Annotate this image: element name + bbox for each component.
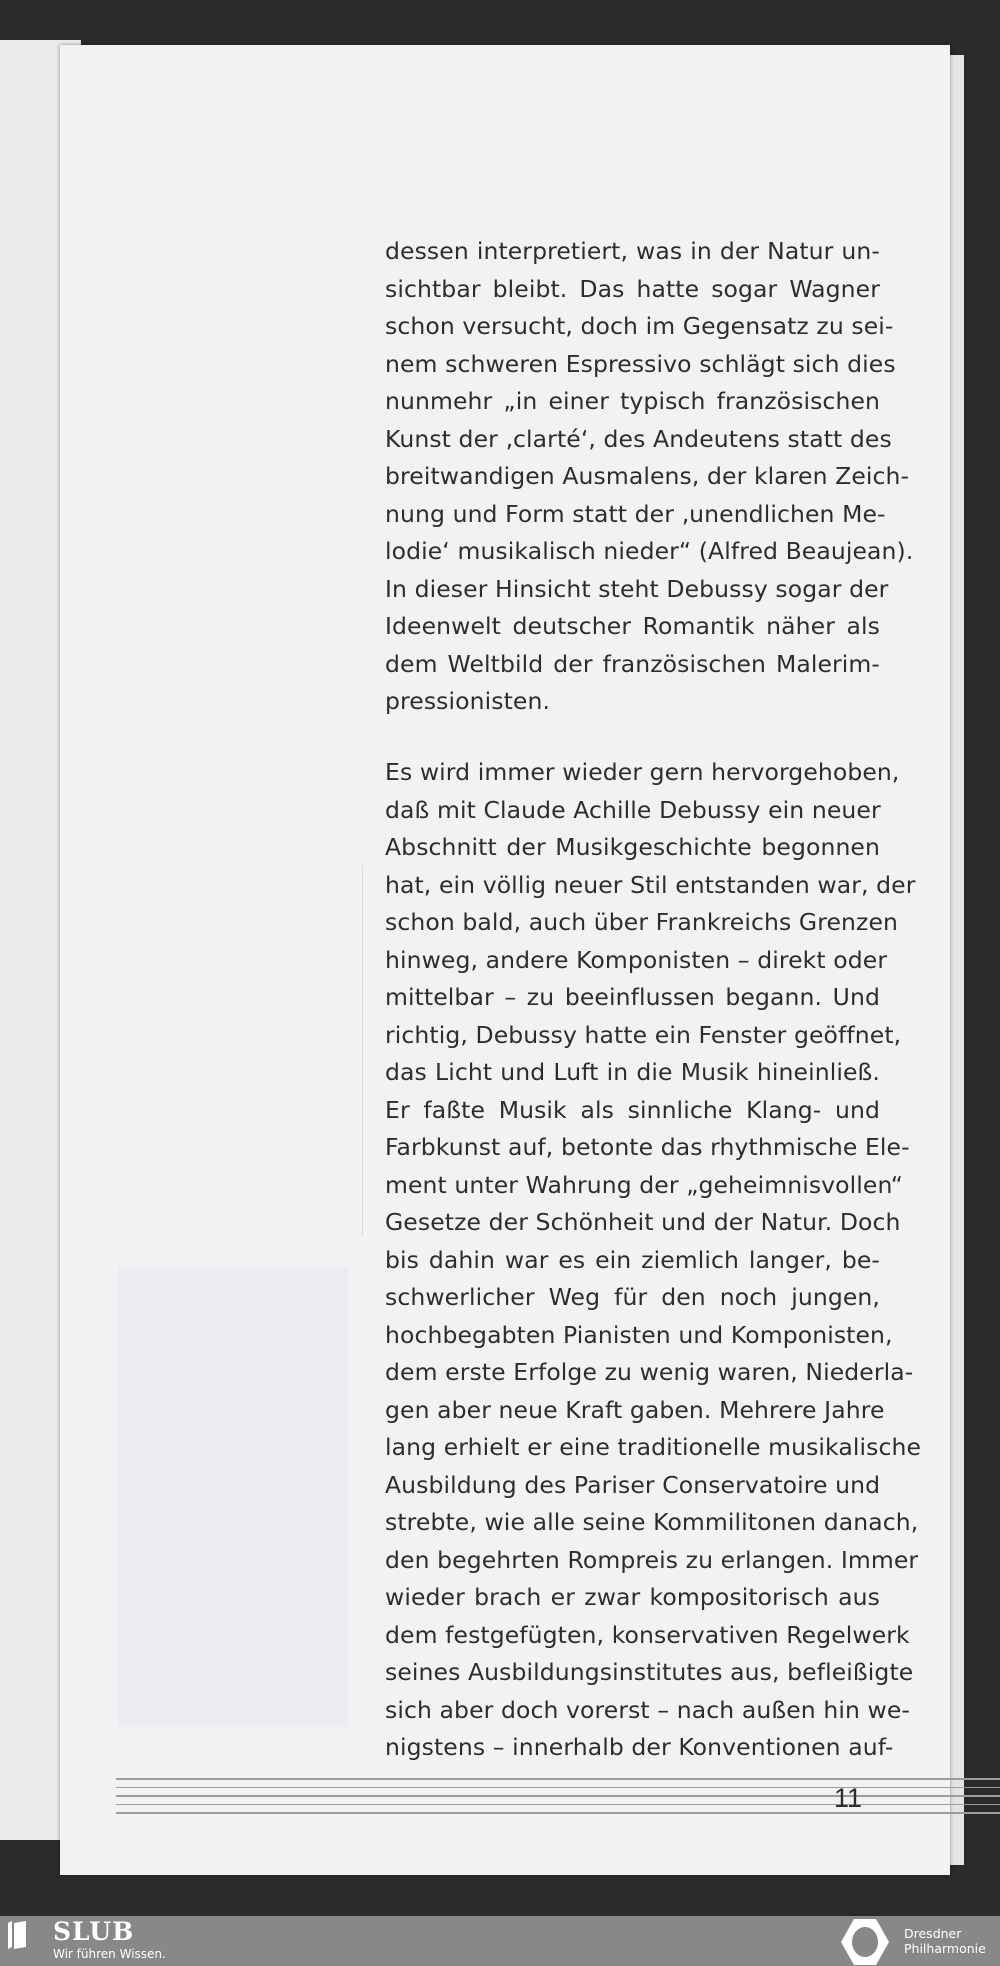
text-line: hochbegabten Pianisten und Komponisten,	[385, 1320, 893, 1349]
text-line: Es wird immer wieder gern hervorgehoben,	[385, 758, 900, 786]
text-line: hat, ein völlig neuer Stil entstanden war, der	[385, 870, 916, 899]
text-line: In dieser Hinsicht steht Debussy sogar der	[385, 574, 889, 603]
text-line: sich aber doch vorerst – nach außen hin we-	[385, 1695, 910, 1724]
text-line: breitwandigen Ausmalens, der klaren Zeich-	[385, 462, 910, 490]
slub-logo-title: SLUB	[53, 1917, 135, 1946]
book-page	[60, 45, 950, 1875]
show-through-image	[118, 1267, 348, 1727]
text-line: sichtbar bleibt. Das hatte sogar Wagner	[385, 274, 880, 303]
text-line: lang erhielt er eine traditionelle musikalische	[385, 1433, 922, 1461]
text-line: Er faßte Musik als sinnliche Klang- und	[385, 1095, 880, 1124]
text-line: hinweg, andere Komponisten – direkt oder	[385, 945, 888, 974]
text-line: ment unter Wahrung der „geheimnisvollen“	[385, 1170, 904, 1199]
page-edge	[950, 55, 964, 1865]
text-line: das Licht und Luft in die Musik hineinließ.	[385, 1058, 880, 1086]
text-line: dessen interpretiert, was in der Natur un-	[385, 237, 880, 265]
text-line: Abschnitt der Musikgeschichte begonnen	[385, 833, 880, 861]
text-line: mittelbar – zu beeinflussen begann. Und	[385, 983, 880, 1011]
paragraph-1	[385, 233, 914, 721]
text-line: dem festgefügten, konservativen Regelwerk	[385, 1620, 910, 1649]
slub-book-icon	[8, 1921, 26, 1951]
text-line: seines Ausbildungsinstitutes aus, befleißigte	[385, 1658, 914, 1686]
text-line: lodie‘ musikalisch nieder“ (Alfred Beaujean).	[385, 537, 914, 565]
partner-line-2: Philharmonie	[904, 1941, 986, 1956]
page-number: 11	[834, 1783, 863, 1813]
text-line: Gesetze der Schönheit und der Natur. Doch	[385, 1208, 901, 1236]
paragraph-2	[385, 754, 922, 1767]
slub-tagline: Wir führen Wissen.	[53, 1947, 166, 1961]
text-line: Kunst der ‚clarté‘, des Andeutens statt des	[385, 424, 892, 453]
text-line: schon bald, auch über Frankreichs Grenzen	[385, 908, 899, 936]
text-line: nigstens – innerhalb der Konventionen auf-	[385, 1733, 894, 1761]
text-line: nem schweren Espressivo schlägt sich dies	[385, 349, 896, 378]
philharmonie-name	[904, 1926, 986, 1956]
text-line: dem Weltbild der französischen Malerim-	[385, 649, 880, 678]
text-line: schwerlicher Weg für den noch jungen,	[385, 1283, 880, 1311]
text-line: gen aber neue Kraft gaben. Mehrere Jahre	[385, 1395, 885, 1424]
philharmonie-logo-icon	[840, 1918, 890, 1966]
text-line: nunmehr „in einer typisch französischen	[385, 387, 880, 415]
text-line: Ausbildung des Pariser Conservatoire und	[385, 1470, 881, 1499]
footer-bar	[0, 1916, 1000, 1966]
text-line: Ideenwelt deutscher Romantik näher als	[385, 612, 880, 640]
text-line: strebte, wie alle seine Kommilitonen danach,	[385, 1508, 919, 1536]
text-line: daß mit Claude Achille Debussy ein neuer	[385, 795, 881, 824]
text-line: nung und Form statt der ‚unendlichen Me-	[385, 499, 886, 528]
text-line: bis dahin war es ein ziemlich langer, be-	[385, 1245, 880, 1274]
text-line: wieder brach er zwar kompositorisch aus	[385, 1583, 880, 1611]
partner-line-1: Dresdner	[904, 1926, 962, 1941]
margin-rule	[362, 865, 363, 1235]
staff-lines-decoration	[116, 1778, 1000, 1814]
text-line: den begehrten Rompreis zu erlangen. Immer	[385, 1545, 919, 1574]
text-line: dem erste Erfolge zu wenig waren, Niederla-	[385, 1358, 914, 1386]
text-line: schon versucht, doch im Gegensatz zu sei-	[385, 312, 894, 340]
text-line: richtig, Debussy hatte ein Fenster geöffnet,	[385, 1020, 902, 1049]
text-line: pressionisten.	[385, 687, 551, 715]
text-line: Farbkunst auf, betonte das rhythmische Ele-	[385, 1133, 910, 1161]
